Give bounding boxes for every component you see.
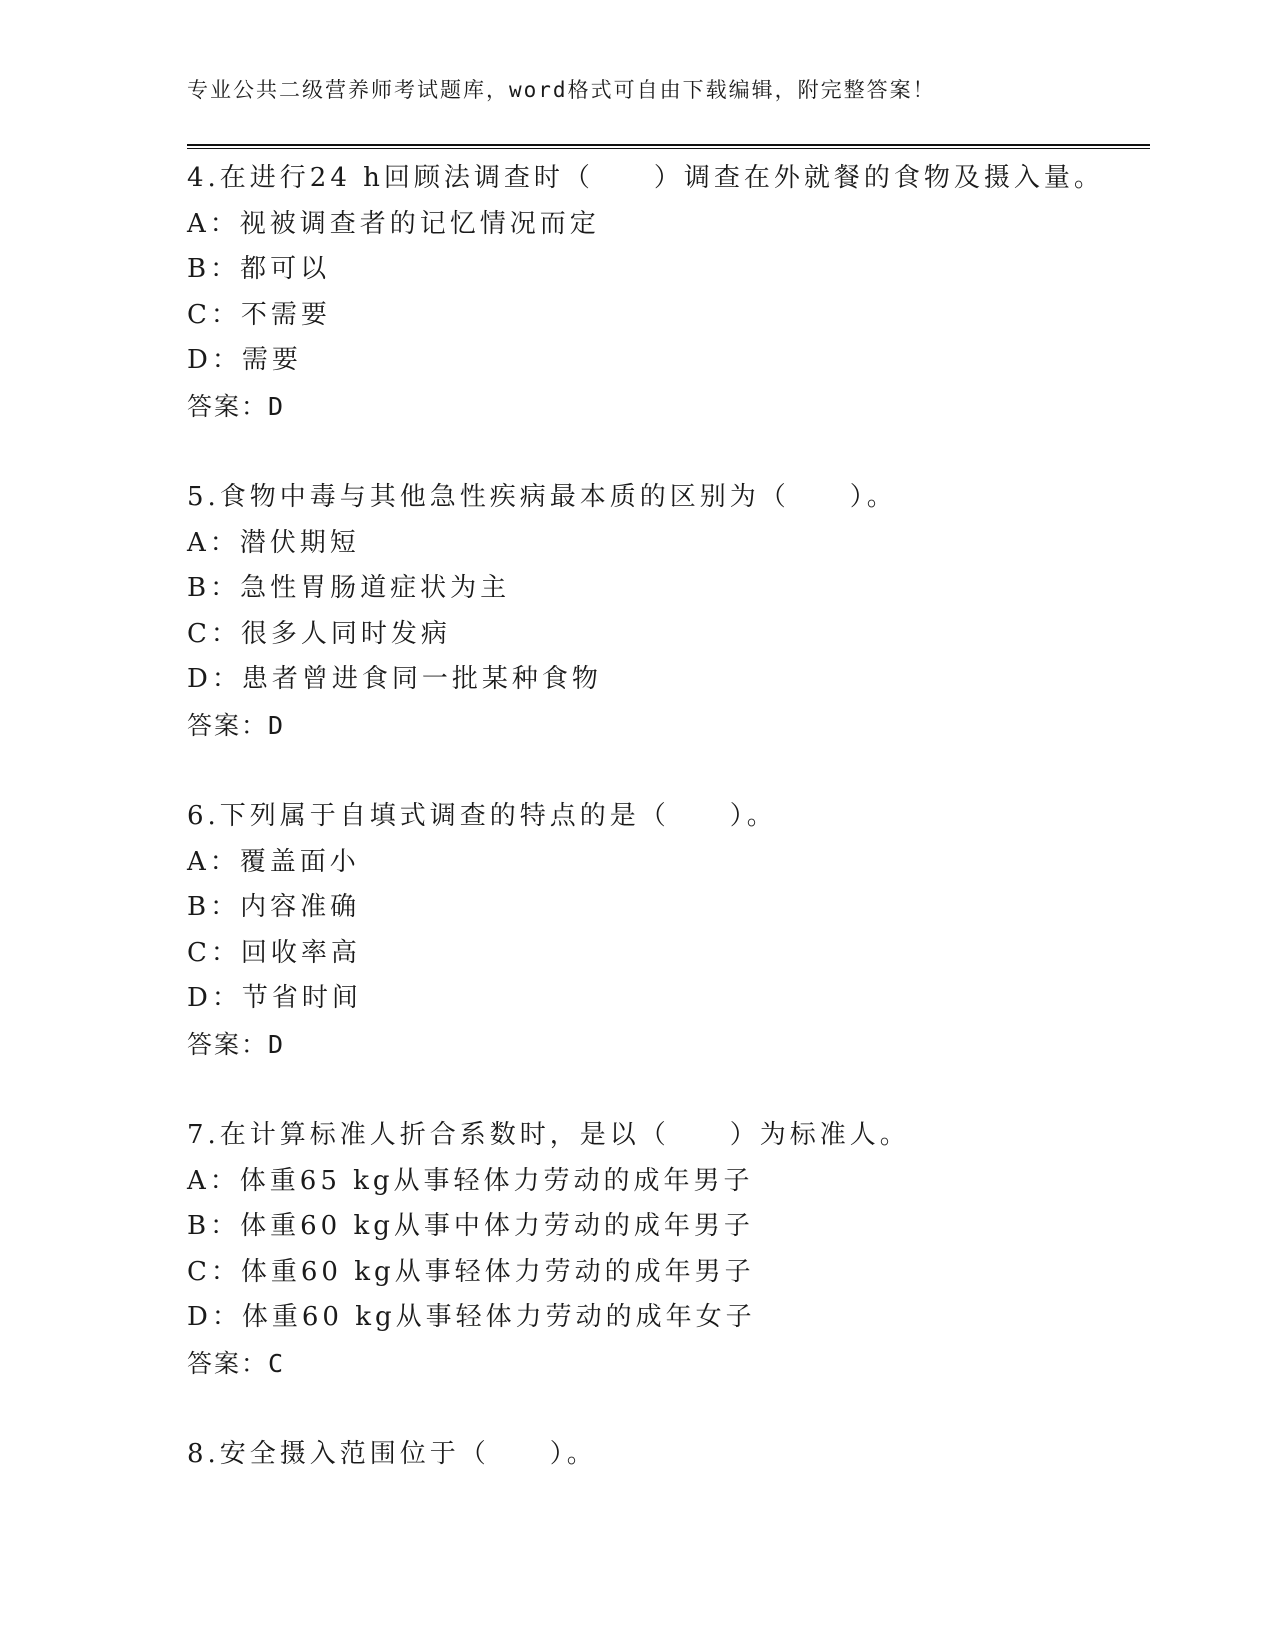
option-b: B：急性胃肠道症状为主 bbox=[187, 573, 511, 603]
option-a: A：潜伏期短 bbox=[187, 527, 360, 558]
option-d: D：节省时间 bbox=[187, 983, 362, 1013]
option-c: C：不需要 bbox=[187, 299, 331, 330]
header-divider bbox=[187, 144, 1150, 149]
option-d: D：体重60 kg从事轻体力劳动的成年女子 bbox=[187, 1302, 756, 1332]
question-stem: 7.在计算标准人折合系数时，是以（ ）为标准人。 bbox=[187, 1120, 910, 1150]
question-4 bbox=[187, 156, 1147, 429]
option-d: D：需要 bbox=[187, 345, 302, 375]
question-7 bbox=[187, 1113, 1147, 1386]
answer-line: 答案：D bbox=[187, 391, 286, 421]
question-stem: 5.食物中毒与其他急性疾病最本质的区别为（ ）。 bbox=[187, 482, 897, 512]
question-stem: 6.下列属于自填式调查的特点的是（ ）。 bbox=[187, 801, 777, 831]
option-a: A：覆盖面小 bbox=[187, 846, 360, 877]
answer-line: 答案：C bbox=[187, 1348, 286, 1378]
question-8 bbox=[187, 1432, 1147, 1478]
question-stem: 8.安全摄入范围位于（ ）。 bbox=[187, 1439, 597, 1469]
option-a: A：体重65 kg从事轻体力劳动的成年男子 bbox=[187, 1165, 754, 1196]
page-header: 专业公共二级营养师考试题库，word格式可自由下载编辑，附完整答案！ bbox=[187, 78, 936, 102]
option-a: A：视被调查者的记忆情况而定 bbox=[187, 208, 600, 239]
option-b: B：都可以 bbox=[187, 254, 331, 284]
option-c: C：体重60 kg从事轻体力劳动的成年男子 bbox=[187, 1256, 755, 1287]
question-stem: 4.在进行24 h回顾法调查时（ ）调查在外就餐的食物及摄入量。 bbox=[187, 163, 1104, 193]
question-list bbox=[187, 156, 1147, 1478]
question-6 bbox=[187, 794, 1147, 1067]
option-b: B：体重60 kg从事中体力劳动的成年男子 bbox=[187, 1211, 754, 1241]
option-d: D：患者曾进食同一批某种食物 bbox=[187, 664, 602, 694]
option-c: C：回收率高 bbox=[187, 937, 361, 968]
option-c: C：很多人同时发病 bbox=[187, 618, 451, 649]
answer-line: 答案：D bbox=[187, 1029, 286, 1059]
option-b: B：内容准确 bbox=[187, 892, 361, 922]
question-5 bbox=[187, 475, 1147, 748]
answer-line: 答案：D bbox=[187, 710, 286, 740]
